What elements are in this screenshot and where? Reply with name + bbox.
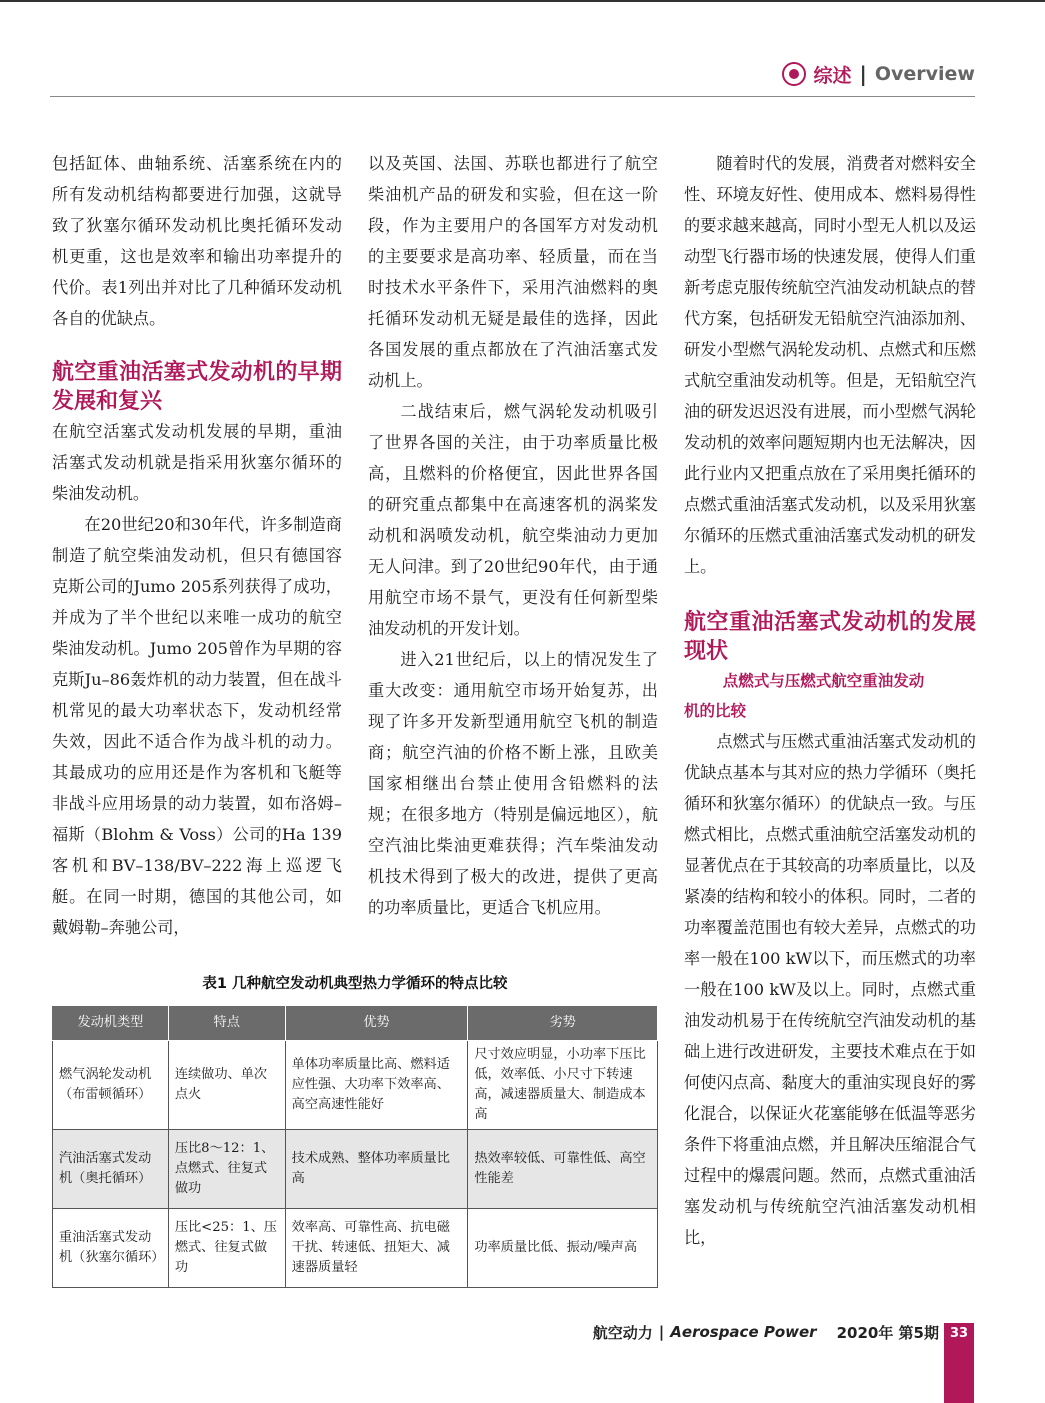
journal-name-en: Aerospace Power [670, 1323, 817, 1341]
table-cell: 压比8～12：1、点燃式、往复式做功 [168, 1130, 285, 1209]
subsection-heading-cont: 机的比较 [684, 702, 747, 720]
table-cell: 压比<25：1、压燃式、往复式做功 [168, 1209, 285, 1288]
page-footer [593, 1320, 939, 1344]
journal-name-cn: 航空动力 [592, 1323, 653, 1342]
subsection-heading: 点燃式与压燃式航空重油发动 [722, 672, 925, 690]
paragraph: 随着时代的发展，消费者对燃料安全性、环境友好性、使用成本、燃料易得性的要求越来越高，同时小型无人机以及运动型飞行器市场的快速发展，使得人们重新考虑克服传统航空汽油发动机缺点的替代方案，包括研发无铅航空汽油添加剂、研发小型燃气涡轮发动机、点燃式和压燃式航空重油发动机等。但是，无铅航空汽油的研发迟迟没有进展，而小型燃气涡轮发动机的效率问题短期内也无法解决，因此行业内又把重点放在了采用奥托循环的点燃式重油活塞式发动机，以及采用狄塞尔循环的压燃式重油活塞式发动机的研发上。 [684, 154, 976, 576]
paragraph: 在20世纪20和30年代，许多制造商制造了航空柴油发动机，但只有德国容克斯公司的Jumo 205系列获得了成功，并成为了半个世纪以来唯一成功的航空柴油发动机。Jumo 205曾作为早期的容克斯Ju–86轰炸机的动力装置，但在战斗机常见的最大功率状态下，发动机经常失效，因此不适合作为战斗机的动力。其最成功的应用还是作为客机和飞艇等非战斗应用场景的动力装置，如布洛姆–福斯（Blohm & Voss）公司的Ha 139客机和BV–138/BV–222海上巡逻飞艇。在同一时期，德国的其他公司，如戴姆勒–奔驰公司， [52, 515, 342, 937]
page-number: 33 [949, 1326, 969, 1341]
paragraph: 在航空活塞式发动机发展的早期，重油活塞式发动机就是指采用狄塞尔循环的柴油发动机。 [52, 422, 342, 503]
table-cell: 热效率较低、可靠性低、高空性能差 [468, 1130, 658, 1209]
table-header-cell: 发动机类型 [53, 1006, 169, 1041]
top-border [0, 0, 1045, 2]
table-cell: 功率质量比低、振动/噪声高 [468, 1209, 658, 1288]
column-right [684, 148, 976, 1253]
paragraph: 点燃式与压燃式重油活塞式发动机的优缺点基本与其对应的热力学循环（奥托循环和狄塞尔循环）的优缺点一致。与压燃式相比，点燃式重油航空活塞发动机的显著优点在于其较高的功率质量比，以及紧凑的结构和较小的体积。同时，二者的功率覆盖范围也有较大差异，点燃式的功率一般在100 kW以下，而压燃式的功率一般在100 kW及以上。同时，点燃式重油发动机易于在传统航空汽油发动机的基础上进行改进研发，主要技术难点在于如何使闪点高、黏度大的重油实现良好的雾化混合，以保证火花塞能够在低温等恶劣条件下将重油点燃，并且解决压缩混合气过程中的爆震问题。然而，点燃式重油活塞发动机与传统航空汽油活塞发动机相比， [684, 732, 976, 1247]
paragraph: 包括缸体、曲轴系统、活塞系统在内的所有发动机结构都要进行加强，这就导致了狄塞尔循环发动机比奥托循环发动机更重，这也是效率和输出功率提升的代价。表1列出并对比了几种循环发动机各自的优缺点。 [52, 154, 342, 328]
table-cell: 单体功率质量比高、燃料适应性强、大功率下效率高、高空高速性能好 [285, 1041, 468, 1130]
section-heading: 航空重油活塞式发动机的早期发展和复兴 [52, 360, 342, 414]
column-left [52, 148, 342, 943]
table-header-row [53, 1006, 658, 1041]
table-cell: 技术成熟、整体功率质量比高 [285, 1130, 468, 1209]
issue-label: 2020年 第5期 [836, 1323, 939, 1342]
table-cell: 尺寸效应明显，小功率下压比低，效率低、小尺寸下转速高，减速器质量大、制造成本高 [468, 1041, 658, 1130]
section-separator: | [859, 62, 867, 86]
table-header-cell: 优势 [285, 1006, 468, 1041]
table-header-cell: 劣势 [468, 1006, 658, 1041]
table-cell: 连续做功、单次点火 [168, 1041, 285, 1130]
section-heading: 航空重油活塞式发动机的发展现状 [684, 610, 976, 664]
table-row [53, 1209, 658, 1288]
section-title-cn: 综述 [813, 64, 852, 87]
table-caption: 表1 几种航空发动机典型热力学循环的特点比较 [202, 976, 508, 992]
journal-logo-icon [782, 62, 806, 86]
paragraph: 进入21世纪后，以上的情况发生了重大改变：通用航空市场开始复苏，出现了许多开发新型通用航空飞机的制造商；航空汽油的价格不断上涨，且欧美国家相继出台禁止使用含铅燃料的法规；在很多地方（特别是偏远地区），航空汽油比柴油更难获得；汽车柴油发动机技术得到了极大的改进，提供了更高的功率质量比，更适合飞机应用。 [368, 650, 658, 917]
column-middle [368, 148, 658, 923]
table-row [53, 1130, 658, 1209]
table-header-cell: 特点 [168, 1006, 285, 1041]
header-rule [50, 96, 975, 97]
section-header [782, 60, 975, 88]
footer-separator: | [658, 1323, 665, 1341]
comparison-table [52, 1005, 658, 1288]
section-title-en: Overview [874, 63, 975, 85]
table-cell: 燃气涡轮发动机（布雷顿循环） [53, 1041, 169, 1130]
table-cell: 汽油活塞式发动机（奥托循环） [53, 1130, 169, 1209]
table-cell: 重油活塞式发动机（狄塞尔循环） [53, 1209, 169, 1288]
paragraph: 二战结束后，燃气涡轮发动机吸引了世界各国的关注，由于功率质量比极高，且燃料的价格便宜，因此世界各国的研究重点都集中在高速客机的涡桨发动机和涡喷发动机，航空柴油动力更加无人问津。到了20世纪90年代，由于通用航空市场不景气，更没有任何新型柴油发动机的开发计划。 [368, 402, 658, 638]
table-cell: 效率高、可靠性高、抗电磁干扰、转速低、扭矩大、减速器质量轻 [285, 1209, 468, 1288]
table-row [53, 1041, 658, 1130]
paragraph: 以及英国、法国、苏联也都进行了航空柴油机产品的研发和实验，但在这一阶段，作为主要用户的各国军方对发动机的主要要求是高功率、轻质量，而在当时技术水平条件下，采用汽油燃料的奥托循环发动机无疑是最佳的选择，因此各国发展的重点都放在了汽油活塞式发动机上。 [368, 154, 658, 390]
